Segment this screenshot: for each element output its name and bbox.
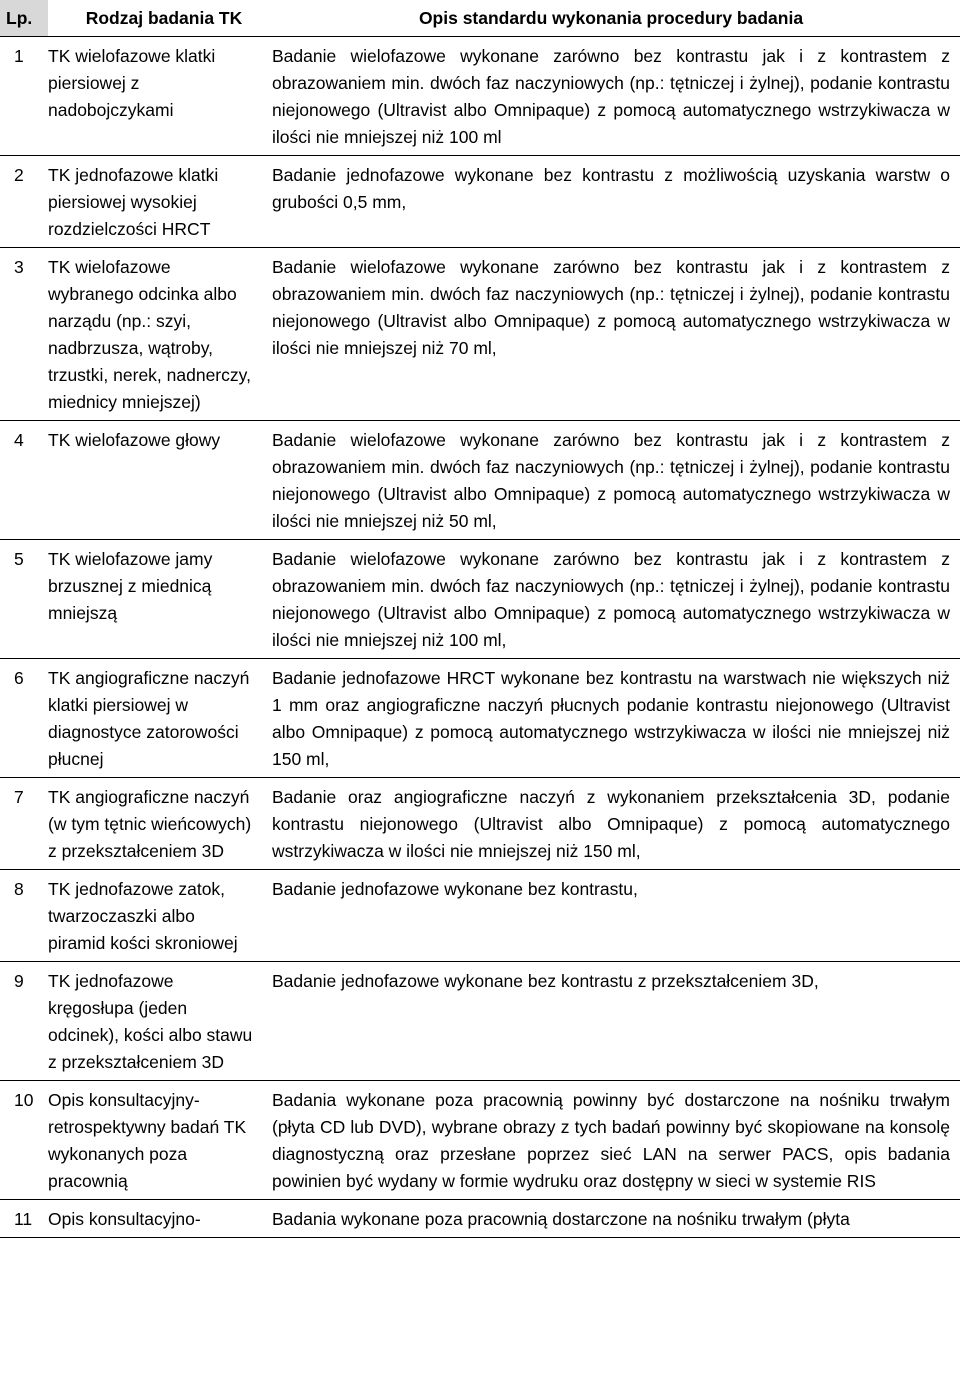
row-opis: Badanie wielofazowe wykonane zarówno bez kontrastu jak i z kontrastem z obrazowaniem min. dwóch faz naczyniowych (np.: tętniczej i żylnej), podanie kontrastu niejonowego (Ultravist albo Omnipaque) z pomocą automatycznego wstrzykiwacza w ilości nie mniejszej niż 100 ml, [262,540,960,659]
row-opis: Badania wykonane poza pracownią powinny być dostarczone na nośniku trwałym (płyta CD lub DVD), wybrane obrazy z tych badań powinny być skopiowane na konsolę diagnostyczną oraz przesłane poprzez sieć LAN na serwer PACS, opis badania powinien być wydany w formie wydruku oraz dostępny w sieci w systemie RIS [262,1081,960,1200]
table-row [0,540,960,659]
table-row [0,156,960,248]
row-number: 11 [0,1200,48,1238]
row-opis: Badanie jednofazowe HRCT wykonane bez kontrastu na warstwach nie większych niż 1 mm oraz angiograficzne naczyń płucnych podanie kontrastu niejonowego (Ultravist albo Omnipaque) z pomocą automatycznego wstrzykiwacza w ilości nie mniejszej niż 150 ml, [262,659,960,778]
row-opis: Badania wykonane poza pracownią dostarczone na nośniku trwałym (płyta [262,1200,960,1238]
row-rodzaj: Opis konsultacyjny-retrospektywny badań TK wykonanych poza pracownią [48,1081,262,1200]
table-row [0,659,960,778]
row-rodzaj: TK angiograficzne naczyń klatki piersiowej w diagnostyce zatorowości płucnej [48,659,262,778]
header-rodzaj: Rodzaj badania TK [48,0,262,37]
table-header-row [0,0,960,37]
row-number: 4 [0,421,48,540]
row-rodzaj: TK angiograficzne naczyń (w tym tętnic wieńcowych) z przekształceniem 3D [48,778,262,870]
row-rodzaj: TK jednofazowe klatki piersiowej wysokiej rozdzielczości HRCT [48,156,262,248]
row-number: 5 [0,540,48,659]
row-number: 2 [0,156,48,248]
row-number: 8 [0,870,48,962]
row-rodzaj: TK jednofazowe zatok, twarzoczaszki albo piramid kości skroniowej [48,870,262,962]
row-number: 6 [0,659,48,778]
row-opis: Badanie wielofazowe wykonane zarówno bez kontrastu jak i z kontrastem z obrazowaniem min. dwóch faz naczyniowych (np.: tętniczej i żylnej), podanie kontrastu niejonowego (Ultravist albo Omnipaque) z pomocą automatycznego wstrzykiwacza w ilości nie mniejszej niż 50 ml, [262,421,960,540]
table-row [0,1081,960,1200]
table-row [0,778,960,870]
row-number: 3 [0,248,48,421]
row-opis: Badanie jednofazowe wykonane bez kontrastu z możliwością uzyskania warstw o grubości 0,5 mm, [262,156,960,248]
row-rodzaj: TK wielofazowe klatki piersiowej z nadobojczykami [48,37,262,156]
row-opis: Badanie oraz angiograficzne naczyń z wykonaniem przekształcenia 3D, podanie kontrastu niejonowego (Ultravist albo Omnipaque) z pomocą automatycznego wstrzykiwacza w ilości nie mniejszej niż 150 ml, [262,778,960,870]
row-rodzaj: TK wielofazowe jamy brzusznej z miednicą mniejszą [48,540,262,659]
row-opis: Badanie jednofazowe wykonane bez kontrastu, [262,870,960,962]
table-row [0,1200,960,1238]
row-number: 1 [0,37,48,156]
table-row [0,962,960,1081]
row-number: 10 [0,1081,48,1200]
row-opis: Badanie wielofazowe wykonane zarówno bez kontrastu jak i z kontrastem z obrazowaniem min. dwóch faz naczyniowych (np.: tętniczej i żylnej), podanie kontrastu niejonowego (Ultravist albo Omnipaque) z pomocą automatycznego wstrzykiwacza w ilości nie mniejszej niż 100 ml [262,37,960,156]
row-rodzaj: TK jednofazowe kręgosłupa (jeden odcinek), kości albo stawu z przekształceniem 3D [48,962,262,1081]
row-number: 7 [0,778,48,870]
table-row [0,870,960,962]
header-lp: Lp. [0,0,48,37]
row-rodzaj: Opis konsultacyjno- [48,1200,262,1238]
row-rodzaj: TK wielofazowe wybranego odcinka albo narządu (np.: szyi, nadbrzusza, wątroby, trzustki, nerek, nadnerczy, miednicy mniejszej) [48,248,262,421]
table-row [0,37,960,156]
header-opis: Opis standardu wykonania procedury badania [262,0,960,37]
table-row [0,248,960,421]
row-number: 9 [0,962,48,1081]
row-opis: Badanie wielofazowe wykonane zarówno bez kontrastu jak i z kontrastem z obrazowaniem min. dwóch faz naczyniowych (np.: tętniczej i żylnej), podanie kontrastu niejonowego (Ultravist albo Omnipaque) z pomocą automatycznego wstrzykiwacza w ilości nie mniejszej niż 70 ml, [262,248,960,421]
table-row [0,421,960,540]
row-rodzaj: TK wielofazowe głowy [48,421,262,540]
row-opis: Badanie jednofazowe wykonane bez kontrastu z przekształceniem 3D, [262,962,960,1081]
